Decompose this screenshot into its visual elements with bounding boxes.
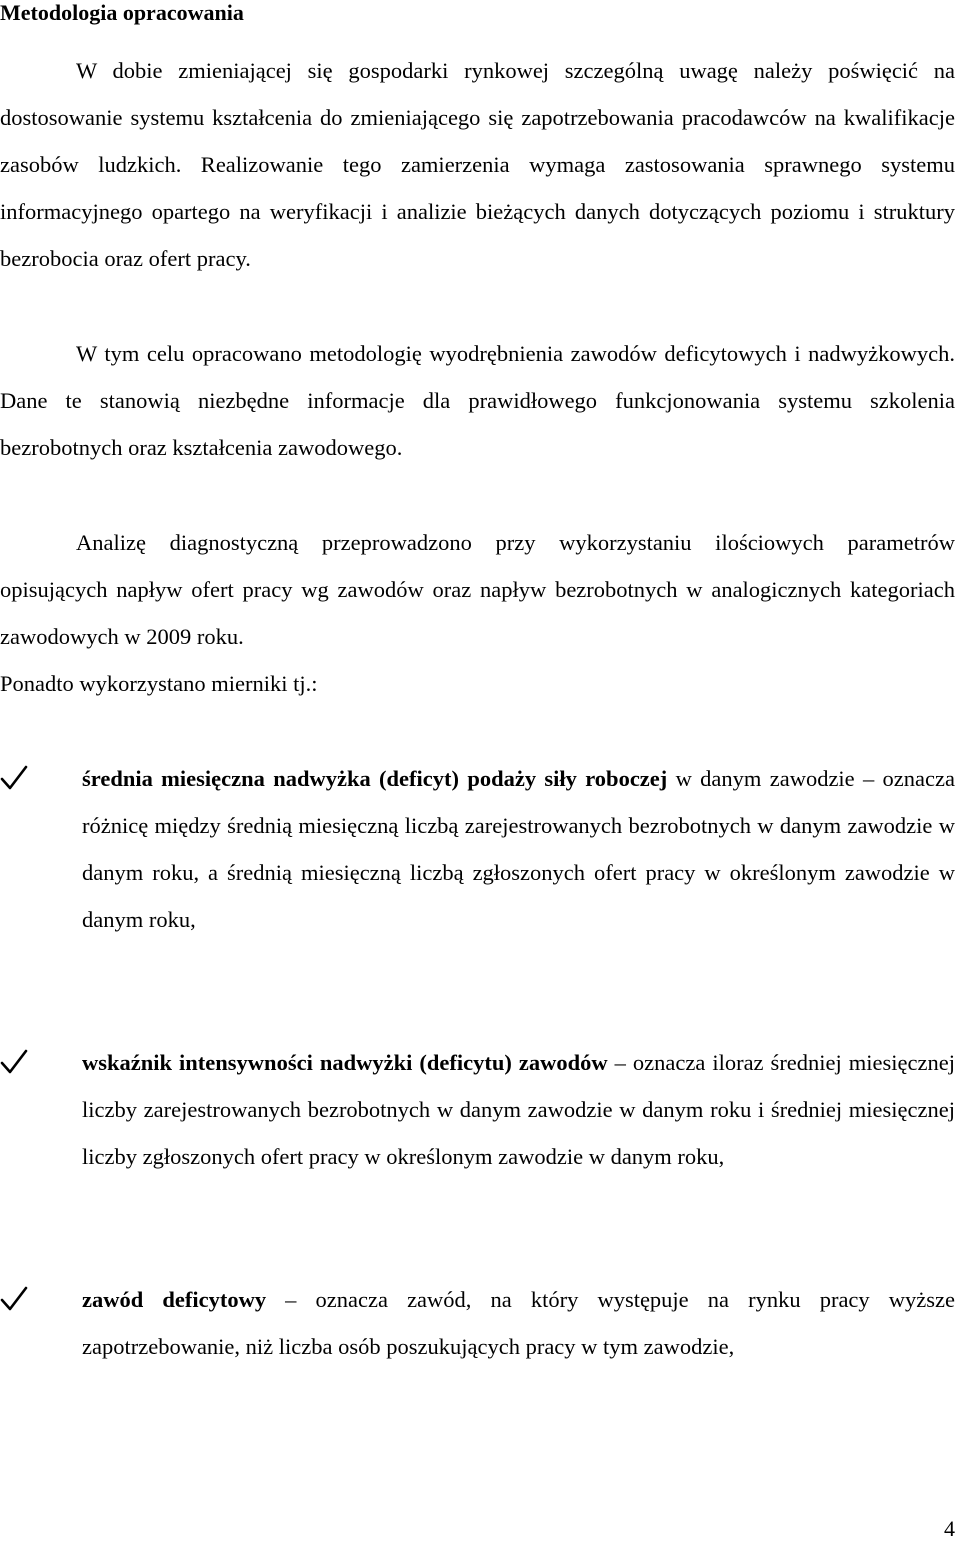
definition-text xyxy=(82,1276,955,1370)
definition-description: w danym zawodzie – oznacza różnicę między średnią miesięczną liczbą zarejestrowanych bezrobotnych w danym zawodzie w danym roku, a średnią miesięczną liczbą zgłoszonych ofert pracy w określonym zawodzie w danym roku, xyxy=(82,766,955,932)
paragraph-analysis: Analizę diagnostyczną przeprowadzono przy wykorzystaniu ilościowych parametrów opisujących napływ ofert pracy wg zawodów oraz napływ bezrobotnych w analogicznych kategoriach zawodowych w 2009 roku. xyxy=(0,530,955,649)
definition-term: średnia miesięczna nadwyżka (deficyt) podaży siły roboczej xyxy=(82,766,668,791)
definition-text xyxy=(82,1039,955,1180)
checkmark-icon xyxy=(0,1049,28,1075)
page-title: Metodologia opracowania xyxy=(0,0,244,25)
page-number: 4 xyxy=(944,1516,955,1541)
paragraph-methodology: W tym celu opracowano metodologię wyodrębnienia zawodów deficytowych i nadwyżkowych. Dane te stanowią niezbędne informacje dla prawidłowego funkcjonowania systemu szkolenia bezrobotnych oraz kształcenia zawodowego. xyxy=(0,341,955,460)
paragraph-measures-intro: Ponadto wykorzystano mierniki tj.: xyxy=(0,671,318,696)
definition-item xyxy=(0,1039,955,1180)
definition-description: – oznacza zawód, na który występuje na rynku pracy wyższe zapotrzebowanie, niż liczba osób poszukujących pracy w tym zawodzie, xyxy=(82,1287,955,1359)
paragraph-intro: W dobie zmieniającej się gospodarki rynkowej szczególną uwagę należy poświęcić na dostosowanie systemu kształcenia do zmieniającego się zapotrzebowania pracodawców na kwalifikacje zasobów ludzkich. Realizowanie tego zamierzenia wymaga zastosowania sprawnego systemu informacyjnego opartego na weryfikacji i analizie bieżących danych dotyczących poziomu i struktury bezrobocia oraz ofert pracy. xyxy=(0,58,955,271)
definition-item xyxy=(0,1276,955,1370)
definition-description: – oznacza iloraz średniej miesięcznej liczby zarejestrowanych bezrobotnych w danym zawodzie w danym roku i średniej miesięcznej liczby zgłoszonych ofert pracy w określonym zawodzie w danym roku, xyxy=(82,1050,955,1169)
checkmark-icon xyxy=(0,1286,28,1312)
checkmark-icon xyxy=(0,765,28,791)
definition-term: zawód deficytowy xyxy=(82,1287,267,1312)
definition-item xyxy=(0,755,955,943)
definition-term: wskaźnik intensywności nadwyżki (deficytu) zawodów xyxy=(82,1050,608,1075)
definition-text xyxy=(82,755,955,943)
